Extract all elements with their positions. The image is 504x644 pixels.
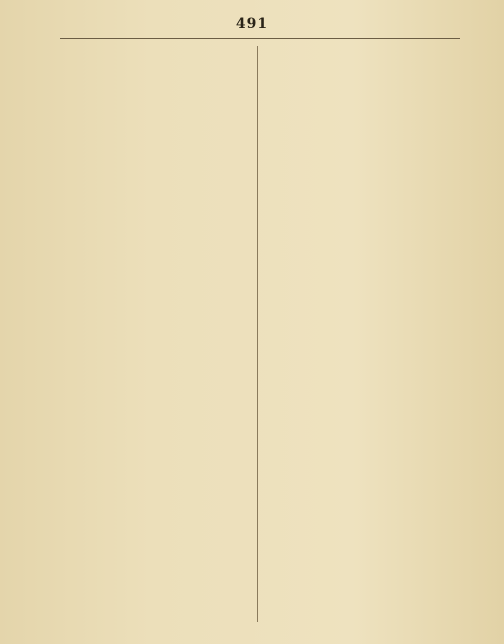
text-line xyxy=(262,393,450,403)
text-line xyxy=(262,85,450,95)
text-line xyxy=(262,470,450,480)
text-line xyxy=(62,210,250,220)
text-line xyxy=(62,220,250,230)
text-line xyxy=(262,528,450,538)
text-line xyxy=(262,489,450,499)
text-line xyxy=(62,248,250,258)
text-line xyxy=(262,326,450,336)
text-line xyxy=(262,181,450,191)
text-line xyxy=(262,210,450,220)
text-line xyxy=(62,200,250,210)
text-line xyxy=(262,46,450,56)
text-line xyxy=(262,56,450,66)
text-line xyxy=(262,364,450,374)
text-line xyxy=(262,75,450,85)
text-column-left xyxy=(62,46,250,624)
text-line xyxy=(62,123,250,133)
text-line xyxy=(62,191,250,201)
text-line xyxy=(262,538,450,548)
text-line xyxy=(262,441,450,451)
text-line xyxy=(62,239,250,249)
text-line xyxy=(62,528,250,538)
text-line xyxy=(262,355,450,365)
text-line xyxy=(62,470,250,480)
text-line xyxy=(62,268,250,278)
text-line xyxy=(262,306,450,316)
text-line xyxy=(62,451,250,461)
text-line xyxy=(62,104,250,114)
text-line xyxy=(62,65,250,75)
text-line xyxy=(62,113,250,123)
text-line xyxy=(62,432,250,442)
text-line xyxy=(62,412,250,422)
text-line xyxy=(262,586,450,596)
text-line xyxy=(62,518,250,528)
text-line xyxy=(262,547,450,557)
text-line xyxy=(62,538,250,548)
text-line xyxy=(262,432,450,442)
text-line xyxy=(62,335,250,345)
text-line xyxy=(62,489,250,499)
text-line xyxy=(62,345,250,355)
text-line xyxy=(262,191,450,201)
text-line xyxy=(262,335,450,345)
text-line xyxy=(62,85,250,95)
text-line xyxy=(262,480,450,490)
text-line xyxy=(262,123,450,133)
text-line xyxy=(262,171,450,181)
text-line xyxy=(262,229,450,239)
text-line xyxy=(62,586,250,596)
text-line xyxy=(62,142,250,152)
text-line xyxy=(62,326,250,336)
text-line xyxy=(62,480,250,490)
text-line xyxy=(262,133,450,143)
text-line xyxy=(262,142,450,152)
column-divider xyxy=(257,46,258,622)
text-line xyxy=(62,229,250,239)
text-line xyxy=(262,239,450,249)
text-line xyxy=(62,133,250,143)
text-line xyxy=(62,306,250,316)
text-line xyxy=(62,499,250,509)
text-line xyxy=(62,94,250,104)
text-line xyxy=(62,181,250,191)
text-line xyxy=(262,268,450,278)
page-number: 491 xyxy=(235,16,269,32)
text-line xyxy=(62,258,250,268)
text-line xyxy=(262,567,450,577)
text-line xyxy=(262,113,450,123)
text-line xyxy=(62,287,250,297)
text-line xyxy=(62,46,250,56)
text-line xyxy=(262,374,450,384)
text-line xyxy=(62,56,250,66)
text-line xyxy=(262,65,450,75)
text-line xyxy=(62,152,250,162)
text-line xyxy=(262,576,450,586)
text-line xyxy=(262,461,450,471)
text-line xyxy=(262,200,450,210)
text-line xyxy=(62,567,250,577)
text-line xyxy=(262,422,450,432)
text-line xyxy=(62,75,250,85)
text-line xyxy=(262,220,450,230)
text-line xyxy=(262,297,450,307)
text-line xyxy=(62,547,250,557)
text-line xyxy=(262,258,450,268)
text-line xyxy=(262,277,450,287)
text-line xyxy=(262,94,450,104)
text-line xyxy=(62,297,250,307)
text-line xyxy=(262,412,450,422)
text-line xyxy=(62,171,250,181)
text-line xyxy=(62,557,250,567)
text-line xyxy=(62,605,250,615)
text-line xyxy=(62,374,250,384)
text-line xyxy=(62,596,250,606)
text-line xyxy=(262,403,450,413)
text-line xyxy=(62,393,250,403)
text-column-right xyxy=(262,46,450,624)
text-line xyxy=(262,287,450,297)
text-line xyxy=(262,152,450,162)
text-line xyxy=(62,461,250,471)
text-line xyxy=(262,248,450,258)
text-line xyxy=(62,383,250,393)
text-line xyxy=(62,162,250,172)
text-line xyxy=(262,557,450,567)
text-line xyxy=(62,576,250,586)
text-line xyxy=(262,499,450,509)
text-line xyxy=(62,422,250,432)
text-line xyxy=(262,518,450,528)
text-line xyxy=(262,596,450,606)
text-line xyxy=(262,345,450,355)
text-line xyxy=(62,364,250,374)
text-line xyxy=(62,441,250,451)
text-line xyxy=(62,615,250,624)
text-line xyxy=(262,615,450,624)
text-line xyxy=(262,104,450,114)
header-rule xyxy=(60,38,460,39)
text-line xyxy=(262,605,450,615)
text-line xyxy=(62,509,250,519)
text-line xyxy=(262,509,450,519)
text-line xyxy=(62,277,250,287)
text-line xyxy=(62,316,250,326)
page-header xyxy=(0,14,504,38)
text-line xyxy=(262,451,450,461)
text-line xyxy=(262,162,450,172)
text-line xyxy=(62,403,250,413)
text-line xyxy=(262,316,450,326)
text-line xyxy=(62,355,250,365)
text-line xyxy=(262,383,450,393)
